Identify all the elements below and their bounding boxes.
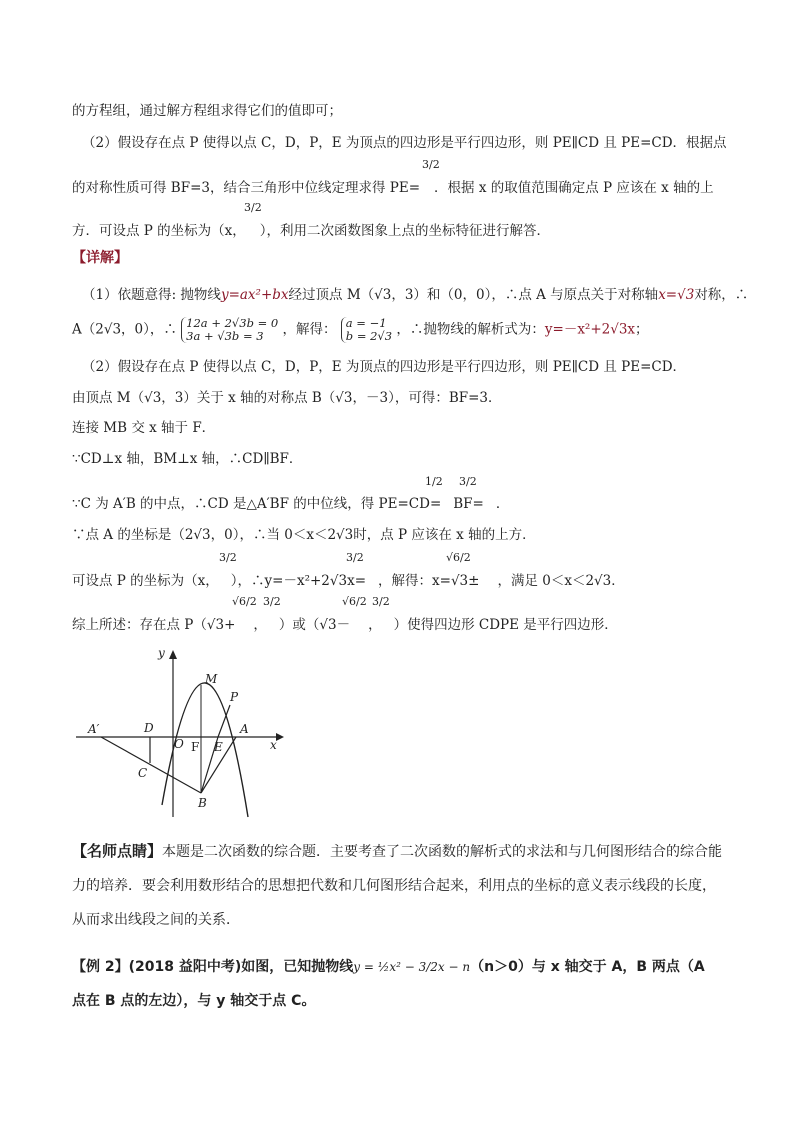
text-segment: 可设点 P 的坐标为（x， <box>72 573 219 589</box>
equation: 3a + √3b = 3 <box>186 329 264 343</box>
text-segment: ）使得四边形 CDPE 是平行四边形． <box>393 617 618 633</box>
text-segment: （1）依题意得: 抛物线 <box>82 287 221 303</box>
comment-heading: 【名师点睛】 <box>72 842 163 860</box>
text-segment: ，满足 0＜x＜2√3． <box>497 573 625 589</box>
text-line-3 <box>72 178 714 198</box>
label-m: M <box>205 672 218 686</box>
text-line-4 <box>72 221 550 241</box>
fraction: 3/2 <box>422 158 440 171</box>
label-c: C <box>138 766 148 780</box>
detail-line-10 <box>72 615 618 635</box>
text-line-1: 的方程组，通过解方程组求得它们的值即可； <box>72 103 342 119</box>
label-a: A <box>240 722 249 736</box>
solution-system <box>341 317 392 343</box>
example-2 <box>72 950 722 1018</box>
x-axis-arrow <box>276 733 284 741</box>
comment-text: 本题是二次函数的综合题．主要考查了二次函数的解析式的求法和与几何图形结合的综合能力的培养．要会利用数形结合的思想把代数和几何图形结合起来，利用点的坐标的意义表示线段的长度，从而求出线段之间的关系． <box>72 844 723 928</box>
fraction: 3/2 <box>459 475 477 488</box>
fraction: 3/2 <box>244 201 262 214</box>
label-o: O <box>174 737 184 751</box>
fraction: 3/2 <box>346 551 364 564</box>
label-y: y <box>158 646 165 660</box>
text-segment: ． <box>495 496 510 512</box>
fraction: 3/2 <box>219 551 237 564</box>
segment-a-prime-b <box>101 737 201 793</box>
detail-line-6: ∵CD⊥x 轴，BM⊥x 轴，∴CD∥BF． <box>72 451 303 467</box>
equation: b = 2√3 <box>345 329 393 343</box>
label-b: B <box>198 796 207 810</box>
math-expr: y=－x²+2√3x <box>544 321 636 338</box>
example-source: (2018 益阳中考)如图，已知抛物线 <box>128 959 354 975</box>
detail-line-8: ∵点 A 的坐标是（2√3，0），∴当 0＜x＜2√3时，点 P 应该在 x 轴的上方． <box>72 527 536 543</box>
fraction: 1/2 <box>425 475 443 488</box>
label-e: E <box>214 740 223 754</box>
text-line-2: （2）假设存在点 P 使得以点 C，D，P，E 为顶点的四边形是平行四边形，则 PE∥CD 且 PE=CD．根据点 <box>82 135 727 151</box>
teacher-comment <box>72 834 722 937</box>
text-segment: ∵C 为 A′B 的中点，∴CD 是△A′BF 的中位线，得 PE=CD= <box>72 496 442 512</box>
text-segment: ，∴抛物线的解析式为： <box>396 321 545 338</box>
text-segment: ）或（√3－ <box>278 617 351 633</box>
example-condition: （n＞0）与 x 轴交于 A，B 两点（A 点在 B 点的左边），与 y 轴交于点 C。 <box>72 959 705 1009</box>
equation-system <box>181 317 278 343</box>
text-segment: ），利用二次函数图象上点的坐标特征进行解答． <box>259 223 551 239</box>
fraction: √6/2 <box>446 551 471 564</box>
text-segment: 方．可设点 P 的坐标为（x， <box>72 223 246 239</box>
y-axis-arrow <box>169 650 177 659</box>
detail-line-7 <box>72 494 509 514</box>
example-tag: 【例 2】 <box>72 959 129 975</box>
text-segment: 综上所述：存在点 P（√3+ <box>72 617 236 633</box>
detail-tag: 【详解】 <box>72 250 128 266</box>
detail-line-9 <box>72 571 625 591</box>
fraction: √6/2 <box>342 595 367 608</box>
text-segment: 的对称性质可得 BF=3，结合三角形中位线定理求得 PE= <box>72 180 421 196</box>
equation: a = −1 <box>345 316 387 330</box>
detail-line-3: （2）假设存在点 P 使得以点 C，D，P，E 为顶点的四边形是平行四边形，则 PE∥CD 且 PE=CD． <box>82 359 687 375</box>
text-segment: A（2√3，0），∴ <box>72 321 177 338</box>
label-p: P <box>230 690 239 704</box>
detail-line-4: 由顶点 M（√3，3）关于 x 轴的对称点 B（√3，－3），可得：BF=3． <box>72 390 502 406</box>
math-expr: y=ax²+bx <box>220 287 289 303</box>
text-segment: ，解得： <box>282 321 337 338</box>
text-segment: ，解得：x=√3± <box>378 573 480 589</box>
text-segment: ， <box>368 617 382 633</box>
label-f: F <box>191 740 200 754</box>
fraction: √6/2 <box>232 595 257 608</box>
equation: 12a + 2√3b = 0 <box>186 316 279 330</box>
fraction: 3/2 <box>372 595 390 608</box>
detail-line-1 <box>82 285 748 305</box>
text-segment: 经过顶点 M（√3，3）和（0，0），∴点 A 与原点关于对称轴 <box>288 287 659 303</box>
label-a-prime: A′ <box>88 722 100 736</box>
text-segment: ， <box>253 617 267 633</box>
text-segment: ），∴y=－x²+2√3x= <box>230 573 367 589</box>
detail-line-2 <box>72 317 649 343</box>
text-segment: ．根据 x 的取值范围确定点 P 应该在 x 轴的上 <box>434 180 714 196</box>
parabola-figure <box>70 645 290 820</box>
text-segment: 对称，∴ <box>694 287 749 303</box>
detail-line-5: 连接 MB 交 x 轴于 F． <box>72 420 216 436</box>
detail-heading <box>72 248 128 268</box>
label-x: x <box>270 738 277 752</box>
text-segment: BF= <box>453 496 484 512</box>
example-equation: y = ½x² − 3/2x − n <box>353 960 471 974</box>
text-segment: ； <box>635 321 649 338</box>
label-d: D <box>144 721 154 735</box>
fraction: 3/2 <box>263 595 281 608</box>
math-expr: x=√3 <box>658 287 695 303</box>
